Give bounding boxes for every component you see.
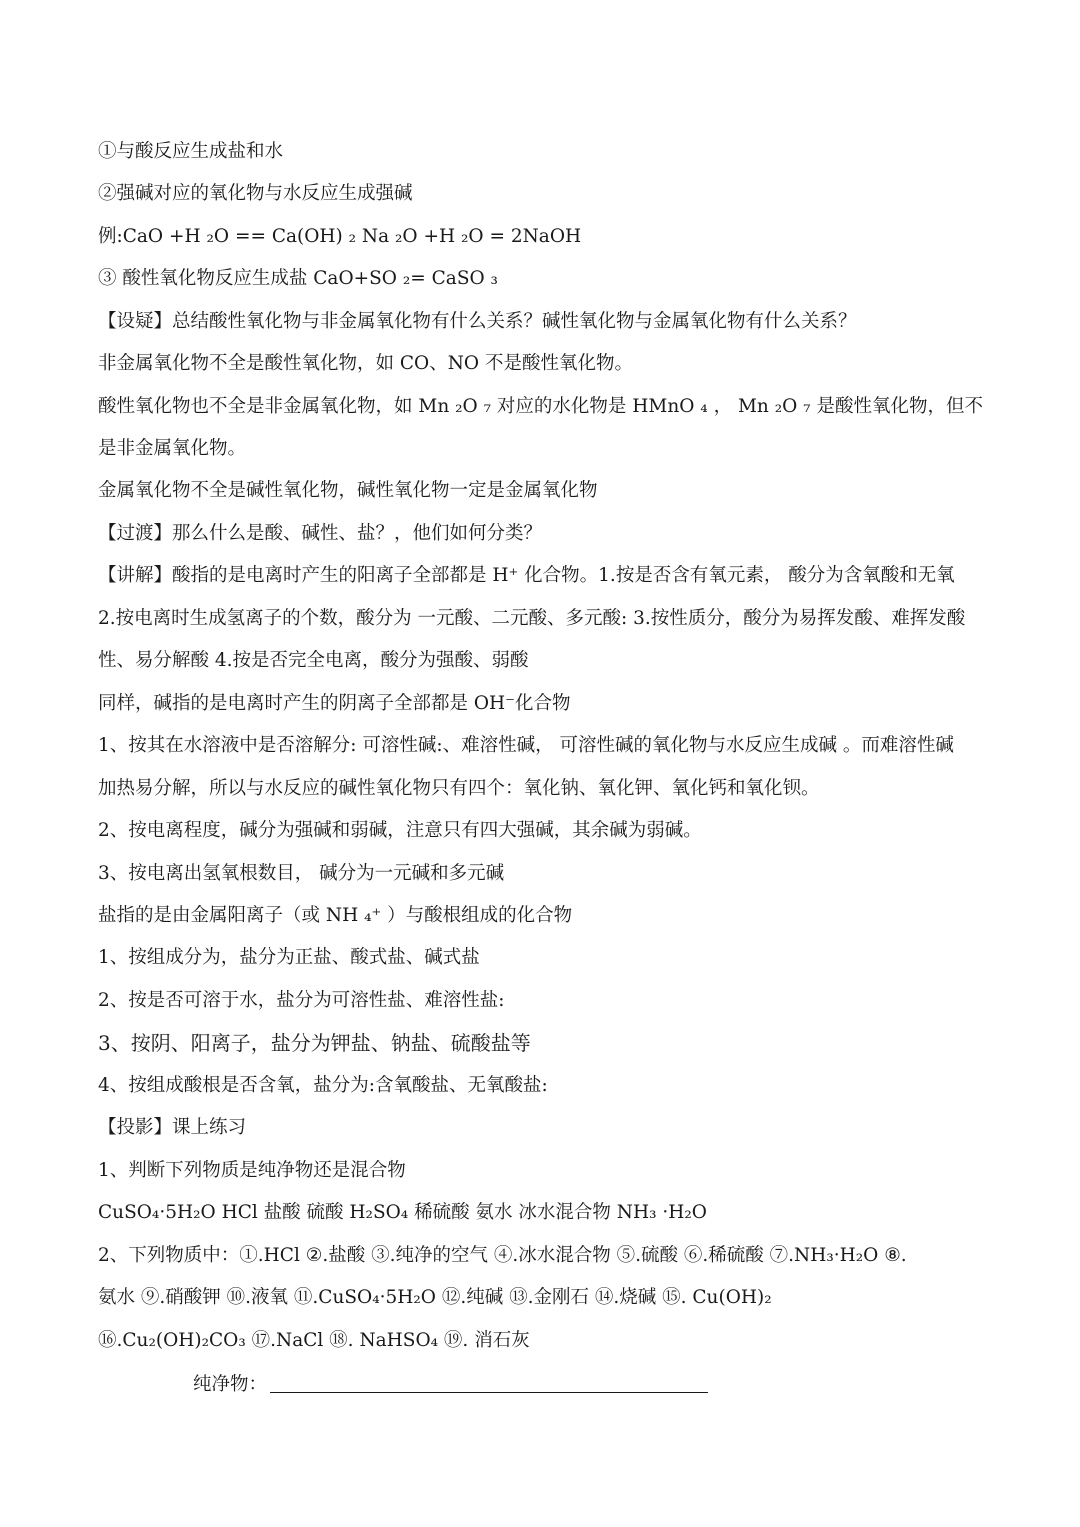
text-line: 【过渡】那么什么是酸、碱性、盐？，他们如何分类？ (98, 523, 543, 544)
text-line: 氨水 ⑨.硝酸钾 ⑩.液氧 ⑪.CuSO₄·5H₂O ⑫.纯碱 ⑬.金刚石 ⑭.烧碱 ⑮. Cu(OH)₂ (98, 1287, 772, 1308)
text-line: 2、下列物质中：①.HCl ②.盐酸 ③.纯净的空气 ④.冰水混合物 ⑤.硫酸 ⑥.稀硫酸 ⑦.NH₃·H₂O ⑧. (98, 1245, 907, 1266)
text-line: 2、按电离程度，碱分为强碱和弱碱，注意只有四大强碱，其余碱为弱碱。 (98, 820, 702, 841)
text-line: 1、按组成分为，盐分为正盐、酸式盐、碱式盐 (98, 947, 480, 968)
text-line: 是非金属氧化物。 (98, 438, 247, 459)
text-line: 3、按阴、阳离子，盐分为钾盐、钠盐、硫酸盐等 (98, 1031, 531, 1055)
text-line: 1、判断下列物质是纯净物还是混合物 (98, 1160, 406, 1181)
text-line: 2.按电离时生成氢离子的个数，酸分为 一元酸、二元酸、多元酸: 3.按性质分，酸分为易挥发酸、难挥发酸 (98, 608, 966, 629)
text-line: ③ 酸性氧化物反应生成盐 CaO+SO ₂= CaSO ₃ (98, 268, 498, 289)
text-line: 【讲解】酸指的是电离时产生的阳离子全部都是 H⁺ 化合物。1.按是否含有氧元素， 酸分为含氧酸和无氧 (98, 565, 955, 586)
text-line: 酸性氧化物也不全是非金属氧化物，如 Mn ₂O ₇ 对应的水化物是 HMnO ₄ ， Mn ₂O ₇ 是酸性氧化物，但不 (98, 396, 983, 417)
text-line: 同样，碱指的是电离时产生的阴离子全部都是 OH⁻化合物 (98, 693, 571, 714)
text-line: 2、按是否可溶于水，盐分为可溶性盐、难溶性盐: (98, 990, 505, 1011)
text-line: 1、按其在水溶液中是否溶解分: 可溶性碱:、难溶性碱， 可溶性碱的氧化物与水反应生成碱 。而难溶性碱 (98, 735, 954, 756)
text-line: 例:CaO +H ₂O == Ca(OH) ₂ Na ₂O +H ₂O = 2NaOH (98, 226, 582, 247)
text-line: 【设疑】总结酸性氧化物与非金属氧化物有什么关系？碱性氧化物与金属氧化物有什么关系？ (98, 311, 857, 332)
text-line: 性、易分解酸 4.按是否完全电离，酸分为强酸、弱酸 (98, 650, 529, 671)
text-line: 盐指的是由金属阳离子（或 NH ₄⁺ ）与酸根组成的化合物 (98, 905, 573, 926)
text-line: CuSO₄·5H₂O HCl 盐酸 硫酸 H₂SO₄ 稀硫酸 氨水 冰水混合物 NH₃ ·H₂O (98, 1202, 707, 1223)
text-line: 【投影】课上练习 (98, 1117, 247, 1138)
text-line: 4、按组成酸根是否含氧，盐分为:含氧酸盐、无氧酸盐: (98, 1075, 548, 1096)
text-line: 3、按电离出氢氧根数目， 碱分为一元碱和多元碱 (98, 863, 505, 884)
text-line: ②强碱对应的氧化物与水反应生成强碱 (98, 183, 413, 204)
text-line: 加热易分解，所以与水反应的碱性氧化物只有四个：氧化钠、氧化钾、氧化钙和氧化钡。 (98, 778, 820, 799)
text-line: ⑯.Cu₂(OH)₂CO₃ ⑰.NaCl ⑱. NaHSO₄ ⑲. 消石灰 (98, 1330, 530, 1351)
text-line: ①与酸反应生成盐和水 (98, 141, 284, 162)
text-line: 金属氧化物不全是碱性氧化物，碱性氧化物一定是金属氧化物 (98, 480, 598, 501)
answer-blank[interactable] (270, 1392, 708, 1393)
answer-label: 纯净物： (193, 1374, 268, 1395)
text-line: 非金属氧化物不全是酸性氧化物，如 CO、NO 不是酸性氧化物。 (98, 353, 633, 374)
